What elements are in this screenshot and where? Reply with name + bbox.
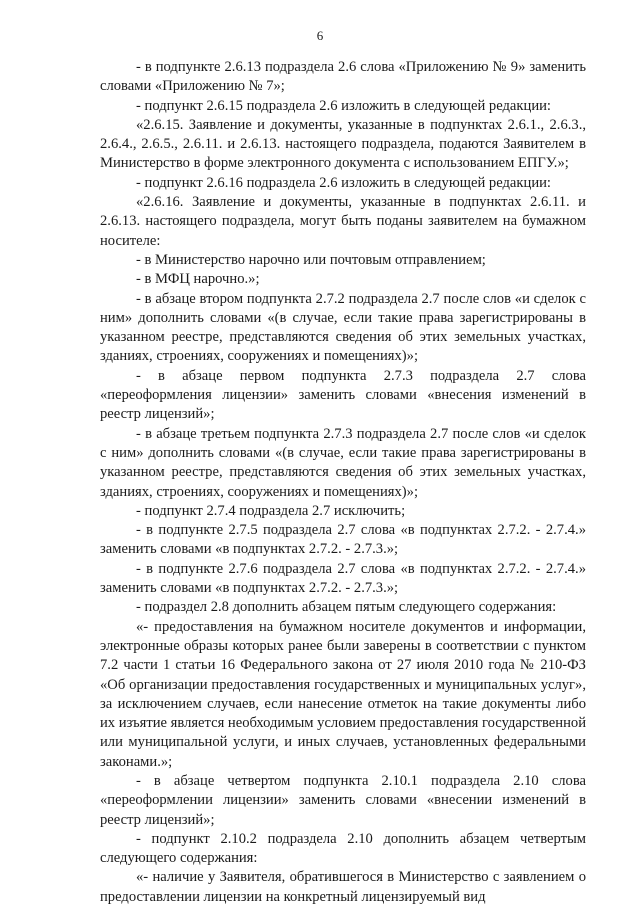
paragraph: «2.6.15. Заявление и документы, указанные в подпунктах 2.6.1., 2.6.3., 2.6.4., 2.6.5., 2.6.11. и 2.6.13. настоящего подраздела, подаются Заявителем в Министерство в форме электронного документа с использованием ЕПГУ.»;: [100, 116, 586, 172]
paragraph: - в подпункте 2.7.6 подраздела 2.7 слова «в подпунктах 2.7.2. - 2.7.4.» заменить словами «в подпунктах 2.7.2. - 2.7.3.»;: [100, 560, 586, 597]
paragraph: - в подпункте 2.6.13 подраздела 2.6 слова «Приложению № 9» заменить словами «Приложению № 7»;: [100, 59, 586, 95]
paragraph: - подраздел 2.8 дополнить абзацем пятым следующего содержания:: [136, 599, 557, 616]
paragraph: - в Министерство нарочно или почтовым отправлением;: [136, 251, 486, 268]
paragraph: - в МФЦ нарочно.»;: [136, 271, 260, 288]
paragraph: - в абзаце третьем подпункта 2.7.3 подраздела 2.7 после слов «и сделок с ним» дополнить словами «(в случае, если такие права зарегистрированы в указанном реестре, представляются сведения об этих земельных участках, зданиях, строениях, сооружениях и помещениях)»;: [100, 425, 586, 500]
page-number: 6: [316, 28, 324, 43]
paragraph: «2.6.16. Заявление и документы, указанные в подпунктах 2.6.11. и 2.6.13. настоящего подраздела, могут быть поданы заявителем на бумажном носителе:: [100, 194, 586, 249]
paragraph: «- предоставления на бумажном носителе документов и информации, электронные образы которых ранее были заверены в соответствии с пунктом 7.2 части 1 статьи 16 Федерального закона от 27 июля 2010 года № 210-ФЗ «Об организации предоставления государственных и муниципальных услуг», за исключением случаев, если нанесение отметок на такие документы либо их изъятие является необходимым условием предоставления государственной или муниципальной услуги, и иных случаев, установленных федеральными законами.»;: [100, 618, 587, 770]
paragraph: - подпункт 2.7.4 подраздела 2.7 исключить;: [136, 502, 406, 519]
paragraph: - в абзаце первом подпункта 2.7.3 подраздела 2.7 слова «переоформления лицензии» заменить словами «внесения изменений в реестр лицензий»;: [100, 367, 586, 423]
paragraph: - в абзаце четвертом подпункта 2.10.1 подраздела 2.10 слова «переоформлении лицензии» заменить словами «внесении изменений в реестр лицензий»;: [100, 772, 586, 828]
paragraph: - подпункт 2.10.2 подраздела 2.10 дополнить абзацем четвертым следующего содержания:: [100, 830, 586, 867]
paragraph: - в абзаце втором подпункта 2.7.2 подраздела 2.7 после слов «и сделок с ним» дополнить словами «(в случае, если такие права зарегистрированы в указанном реестре, представляются сведения об этих земельных участках, зданиях, строениях, сооружениях и помещениях)»;: [100, 290, 586, 365]
paragraph: - подпункт 2.6.15 подраздела 2.6 изложить в следующей редакции:: [136, 97, 551, 114]
document-body: [100, 58, 586, 907]
paragraph: «- наличие у Заявителя, обратившегося в Министерство с заявлением о предоставлении лицензии на конкретный лицензируемый вид: [100, 869, 586, 905]
paragraph: - в подпункте 2.7.5 подраздела 2.7 слова «в подпунктах 2.7.2. - 2.7.4.» заменить словами «в подпунктах 2.7.2. - 2.7.3.»;: [100, 522, 586, 558]
paragraph: - подпункт 2.6.16 подраздела 2.6 изложить в следующей редакции:: [136, 174, 551, 191]
